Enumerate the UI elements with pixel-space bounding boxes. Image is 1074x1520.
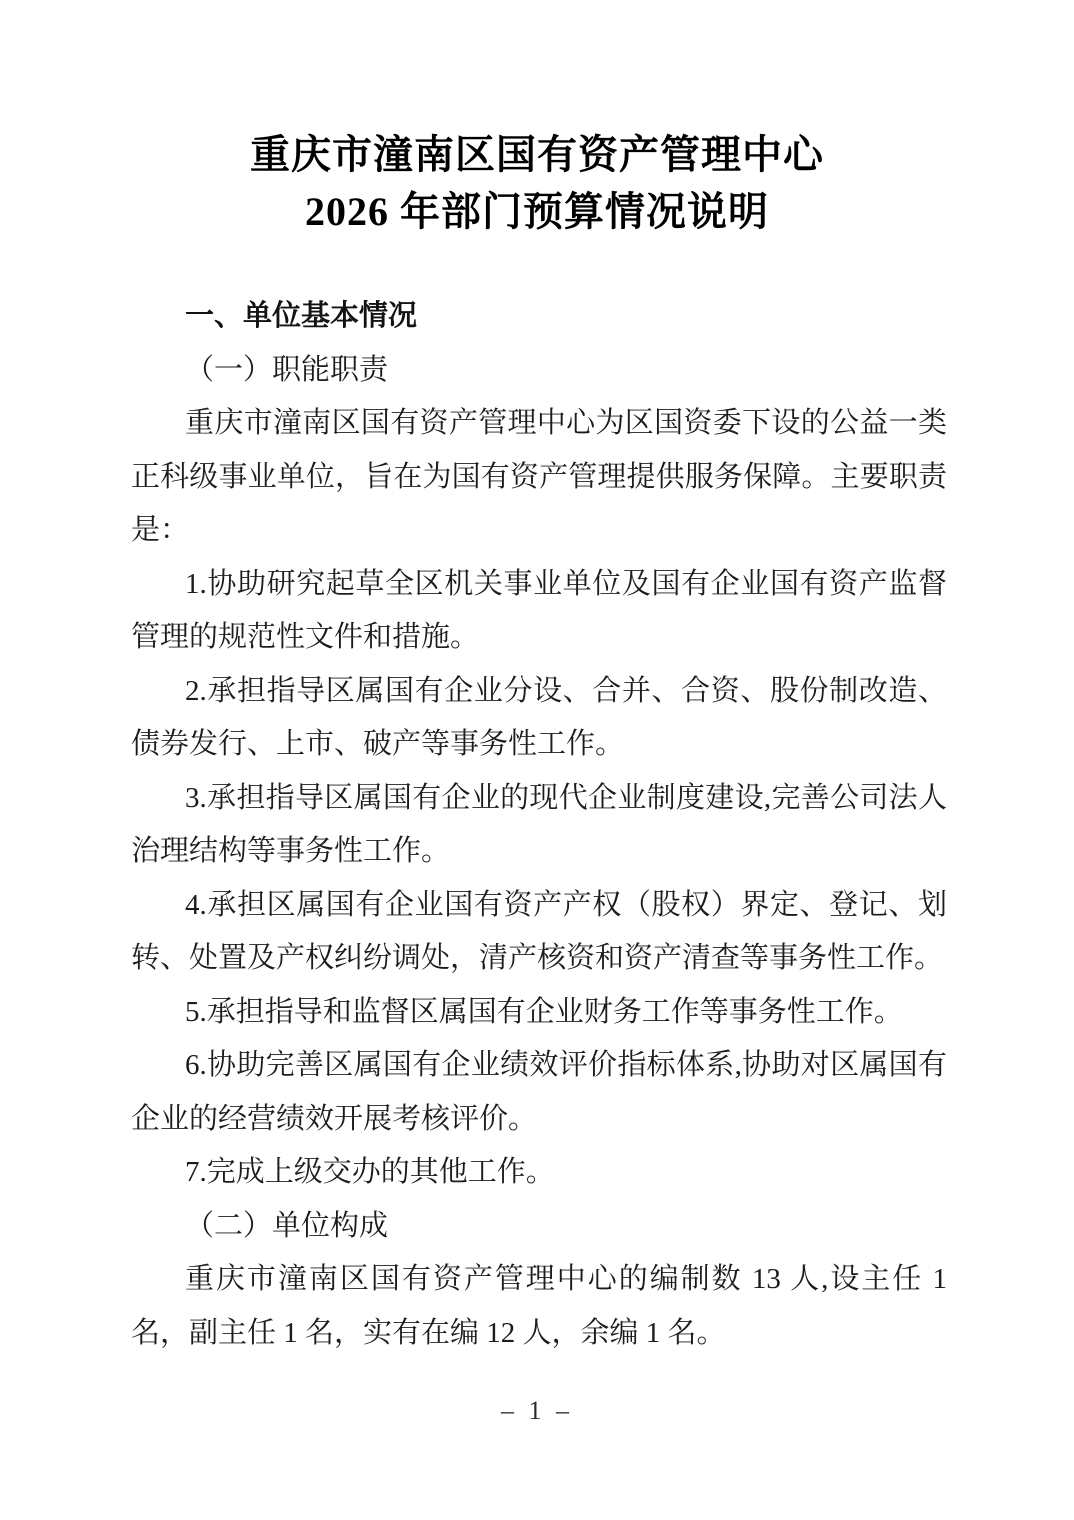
document-title-line-2: 2026 年部门预算情况说明 — [305, 189, 769, 234]
page-number: – 1 – — [501, 1396, 573, 1425]
document-body — [0, 290, 1074, 1360]
duty-item-1: 1.协助研究起草全区机关事业单位及国有企业国有资产监督管理的规范性文件和措施。 — [131, 567, 947, 653]
intro-paragraph: 重庆市潼南区国有资产管理中心为区国资委下设的公益一类正科级事业单位，旨在为国有资产管理提供服务保障。主要职责是： — [131, 407, 947, 546]
section-heading-basic-info: 一、单位基本情况 — [185, 300, 418, 332]
duty-item-6: 6.协助完善区属国有企业绩效评价指标体系,协助对区属国有企业的经营绩效开展考核评价。 — [131, 1049, 947, 1135]
duty-item-5: 5.承担指导和监督区属国有企业财务工作等事务性工作。 — [185, 995, 903, 1028]
duty-item-3: 3.承担指导区属国有企业的现代企业制度建设,完善公司法人治理结构等事务性工作。 — [131, 781, 947, 867]
duty-item-2: 2.承担指导区属国有企业分设、合并、合资、股份制改造、债券发行、上市、破产等事务性工作。 — [131, 674, 947, 760]
document-title-line-1: 重庆市潼南区国有资产管理中心 — [250, 132, 824, 177]
composition-paragraph: 重庆市潼南区国有资产管理中心的编制数 13 人,设主任 1 名，副主任 1 名，实有在编 12 人，余编 1 名。 — [131, 1263, 947, 1349]
subsection-heading-composition: （二）单位构成 — [185, 1209, 389, 1242]
duty-item-4: 4.承担区属国有企业国有资产产权（股权）界定、登记、划转、处置及产权纠纷调处，清产核资和资产清查等事务性工作。 — [131, 888, 947, 974]
duty-item-7: 7.完成上级交办的其他工作。 — [185, 1156, 555, 1188]
subsection-heading-duties: （一）职能职责 — [185, 353, 389, 386]
document-title — [0, 0, 1074, 240]
